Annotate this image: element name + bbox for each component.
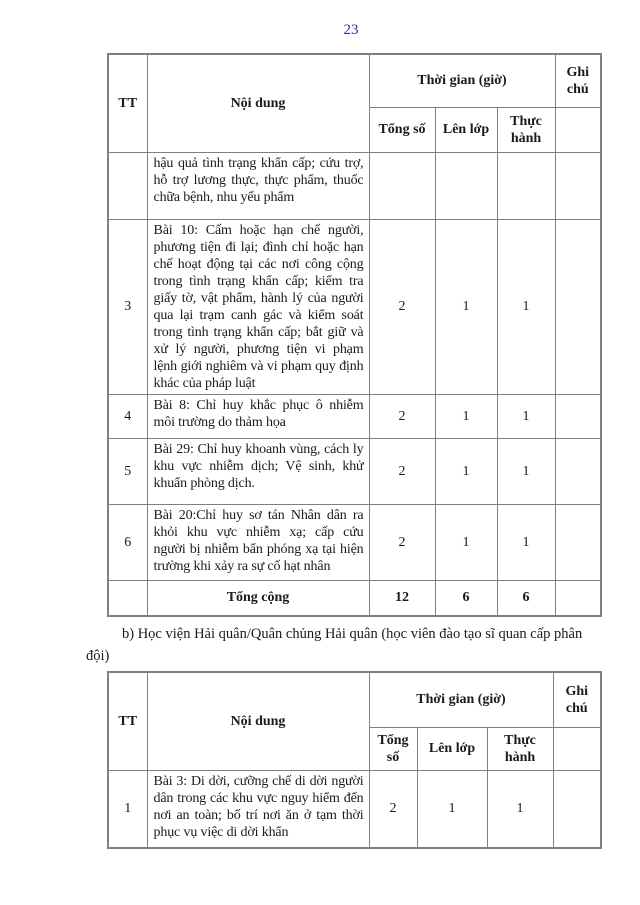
table2-header-thoi-gian: Thời gian (giờ) <box>369 672 553 727</box>
row-len-lop <box>435 152 497 219</box>
total-tong-so: 12 <box>369 580 435 616</box>
row-len-lop: 1 <box>435 438 497 504</box>
total-thuc-hanh: 6 <box>497 580 555 616</box>
row-len-lop: 1 <box>417 770 487 848</box>
table2-header-noi-dung: Nội dung <box>147 672 369 770</box>
page-number: 23 <box>343 22 359 38</box>
table1-row-4 <box>108 394 601 438</box>
row-ghi-chu <box>555 504 601 580</box>
table2-row-1 <box>108 770 601 848</box>
table1-row-continuation <box>108 152 601 219</box>
table1-header-thuc-hanh: Thực hành <box>497 107 555 152</box>
table1-row-5 <box>108 438 601 504</box>
row-tt: 3 <box>108 219 147 394</box>
table2-header-row-1 <box>108 672 601 727</box>
table1-header-len-lop: Lên lớp <box>435 107 497 152</box>
row-tt: 1 <box>108 770 147 848</box>
row-ghi-chu <box>555 438 601 504</box>
row-tong-so: 2 <box>369 504 435 580</box>
row-noi-dung: hậu quả tình trạng khẩn cấp; cứu trợ, hỗ trợ lương thực, thực phẩm, thuốc chữa bệnh, nhu yếu phẩm <box>147 152 369 219</box>
row-thuc-hanh <box>497 152 555 219</box>
row-len-lop: 1 <box>435 394 497 438</box>
row-thuc-hanh: 1 <box>497 219 555 394</box>
total-tt-empty <box>108 580 147 616</box>
row-thuc-hanh: 1 <box>497 504 555 580</box>
row-noi-dung: Bài 10: Cấm hoặc hạn chế người, phương tiện đi lại; đình chỉ hoặc hạn chế hoạt động tại các nơi công cộng trong tình trạng khẩn cấp; kiểm tra giấy tờ, vật phẩm, hành lý của người qua lại trạm canh gác và kiểm soát trong tình trạng khẩn cấp; bắt giữ và xử lý người, phương tiện vi phạm lệnh giới nghiêm và vi phạm quy định khác của pháp luật <box>147 219 369 394</box>
row-tong-so: 2 <box>369 438 435 504</box>
table2-header-thuc-hanh: Thực hành <box>487 727 553 770</box>
row-tong-so: 2 <box>369 219 435 394</box>
table1-header-thoi-gian: Thời gian (giờ) <box>369 54 555 107</box>
row-tt <box>108 152 147 219</box>
section-b-heading: b) Học viện Hải quân/Quân chủng Hải quân (học viên đào tạo sĩ quan cấp phân đội) <box>86 626 583 664</box>
row-tt: 5 <box>108 438 147 504</box>
table2-header-ghi-chu-sub <box>553 727 601 770</box>
row-thuc-hanh: 1 <box>487 770 553 848</box>
row-ghi-chu <box>555 152 601 219</box>
row-len-lop: 1 <box>435 219 497 394</box>
row-noi-dung: Bài 8: Chỉ huy khắc phục ô nhiễm môi trường do thảm họa <box>147 394 369 438</box>
row-len-lop: 1 <box>435 504 497 580</box>
table1-header-noi-dung: Nội dung <box>147 54 369 152</box>
table2-header-ghi-chu: Ghi chú <box>553 672 601 727</box>
row-ghi-chu <box>555 394 601 438</box>
row-tt: 6 <box>108 504 147 580</box>
table1-header-row-1 <box>108 54 601 107</box>
table2-header-tt: TT <box>108 672 147 770</box>
document-page <box>0 22 640 905</box>
total-label: Tổng cộng <box>147 580 369 616</box>
row-tong-so <box>369 152 435 219</box>
row-noi-dung: Bài 3: Di dời, cưỡng chế di dời người dân trong các khu vực nguy hiểm đến nơi an toàn; bố trí nơi ăn ở tạm thời phục vụ việc di dời khẩn <box>147 770 369 848</box>
row-tong-so: 2 <box>369 394 435 438</box>
table1-row-6 <box>108 504 601 580</box>
row-tong-so: 2 <box>369 770 417 848</box>
row-noi-dung: Bài 20:Chỉ huy sơ tán Nhân dân ra khỏi khu vực nhiễm xạ; cấp cứu người bị nhiễm bẩn phóng xạ tại hiện trường khi xảy ra sự cố hạt nhân <box>147 504 369 580</box>
table2-header-len-lop: Lên lớp <box>417 727 487 770</box>
row-noi-dung: Bài 29: Chỉ huy khoanh vùng, cách ly khu vực nhiễm dịch; Vệ sinh, khử khuẩn phòng dịch. <box>147 438 369 504</box>
total-ghi-chu <box>555 580 601 616</box>
table1-row-3 <box>108 219 601 394</box>
training-schedule-table-2 <box>107 671 602 849</box>
row-ghi-chu <box>555 219 601 394</box>
table1-header-tt: TT <box>108 54 147 152</box>
table1-header-tong-so: Tổng số <box>369 107 435 152</box>
row-thuc-hanh: 1 <box>497 438 555 504</box>
table1-header-ghi-chu-sub <box>555 107 601 152</box>
row-tt: 4 <box>108 394 147 438</box>
table1-header-ghi-chu: Ghi chú <box>555 54 601 107</box>
table2-header-tong-so: Tổng số <box>369 727 417 770</box>
row-ghi-chu <box>553 770 601 848</box>
total-len-lop: 6 <box>435 580 497 616</box>
training-schedule-table-1 <box>107 53 602 617</box>
table1-total-row <box>108 580 601 616</box>
row-thuc-hanh: 1 <box>497 394 555 438</box>
